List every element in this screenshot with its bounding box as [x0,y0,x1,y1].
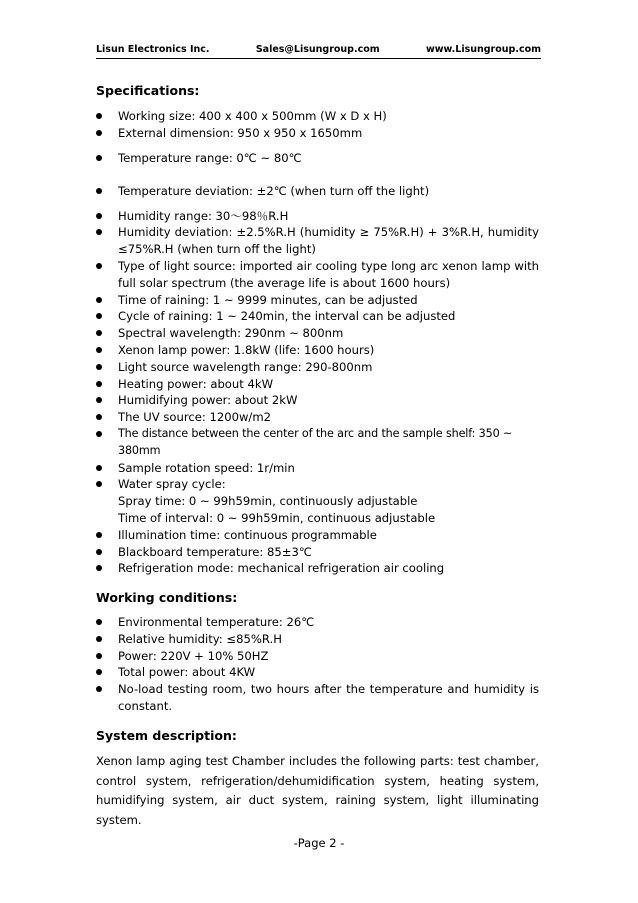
list-item: Blackboard temperature: 85±3℃ [96,544,539,561]
list-item: Total power: about 4KW [96,664,539,681]
bullet-icon [96,313,102,319]
bullet-icon [96,397,102,403]
list-item: Relative humidity: ≤85%R.H [96,631,539,648]
bullet-icon [96,686,102,692]
list-item: Time of raining: 1 ~ 9999 minutes, can be adjusted [96,292,539,309]
list-item: Humidifying power: about 2kW [96,392,539,409]
bullet-icon [96,532,102,538]
list-item: Sample rotation speed: 1r/min [96,460,539,477]
bullet-icon [96,297,102,303]
bullet-icon [96,549,102,555]
list-item: Temperature deviation: ±2℃ (when turn off the light) [96,183,539,200]
working-conditions-list [96,614,539,715]
header-website: www.Lisungroup.com [425,44,541,55]
header-company: Lisun Electronics Inc. [96,44,210,55]
list-item: Temperature range: 0℃ ~ 80℃ [96,150,539,167]
bullet-icon [96,263,102,269]
bullet-icon [96,364,102,370]
bullet-icon [96,465,102,471]
bullet-icon [96,431,102,437]
bullet-icon [96,481,102,487]
bullet-icon [96,347,102,353]
bullet-icon [96,381,102,387]
list-item: The distance between the center of the arc and the sample shelf: 350 ~ 380mm [96,426,539,460]
bullet-icon [96,330,102,336]
list-item: Refrigeration mode: mechanical refrigeration air cooling [96,560,539,577]
list-item: Cycle of raining: 1 ~ 240min, the interval can be adjusted [96,308,539,325]
list-item: The UV source: 1200w/m2 [96,409,539,426]
list-item: Working size: 400 x 400 x 500mm (W x D x H) [96,108,539,125]
page-number: -Page 2 - [293,836,345,850]
list-item: External dimension: 950 x 950 x 1650mm [96,125,539,142]
bullet-icon [96,414,102,420]
specifications-list [96,108,539,577]
list-item: No-load testing room, two hours after the temperature and humidity is constant. [96,681,539,715]
list-item: Environmental temperature: 26℃ [96,614,539,631]
bullet-icon [96,653,102,659]
bullet-icon [96,229,102,235]
list-item: Spectral wavelength: 290nm ~ 800nm [96,325,539,342]
list-item: Humidity range: 30～98％R.H [96,208,539,225]
list-item: Xenon lamp power: 1.8kW (life: 1600 hours) [96,342,539,359]
list-item: Heating power: about 4kW [96,376,539,393]
list-item: Illumination time: continuous programmable [96,527,539,544]
working-conditions-heading: Working conditions: [96,590,238,605]
list-item: Humidity deviation: ±2.5%R.H (humidity ≥ 75%R.H) + 3%R.H, humidity ≤75%R.H (when turn off the light) [96,224,539,258]
page-header [96,44,541,59]
system-description-text: Xenon lamp aging test Chamber includes the following parts: test chamber, control system, refrigeration/dehumidification system, heating system, humidifying system, air duct system, raining system, light illuminating system. [96,754,539,827]
bullet-icon [96,565,102,571]
bullet-icon [96,669,102,675]
bullet-icon [96,213,102,219]
list-item: Type of light source: imported air cooling type long arc xenon lamp with full solar spectrum (the average life is about 1600 hours) [96,258,539,292]
list-item: Power: 220V + 10% 50HZ [96,648,539,665]
bullet-icon [96,188,102,194]
bullet-icon [96,619,102,625]
system-description-heading: System description: [96,728,237,743]
header-email: Sales@Lisungroup.com [255,44,380,55]
list-item: Water spray cycle: Spray time: 0 ~ 99h59min, continuously adjustable Time of interval: 0 ~ 99h59min, continuous adjustable [96,476,539,526]
bullet-icon [96,130,102,136]
list-item: Light source wavelength range: 290-800nm [96,359,539,376]
bullet-icon [96,636,102,642]
specifications-heading: Specifications: [96,83,200,98]
spray-time-line: Spray time: 0 ~ 99h59min, continuously adjustable [118,494,418,509]
bullet-icon [96,113,102,119]
spray-interval-line: Time of interval: 0 ~ 99h59min, continuous adjustable [118,511,436,526]
bullet-icon [96,155,102,161]
